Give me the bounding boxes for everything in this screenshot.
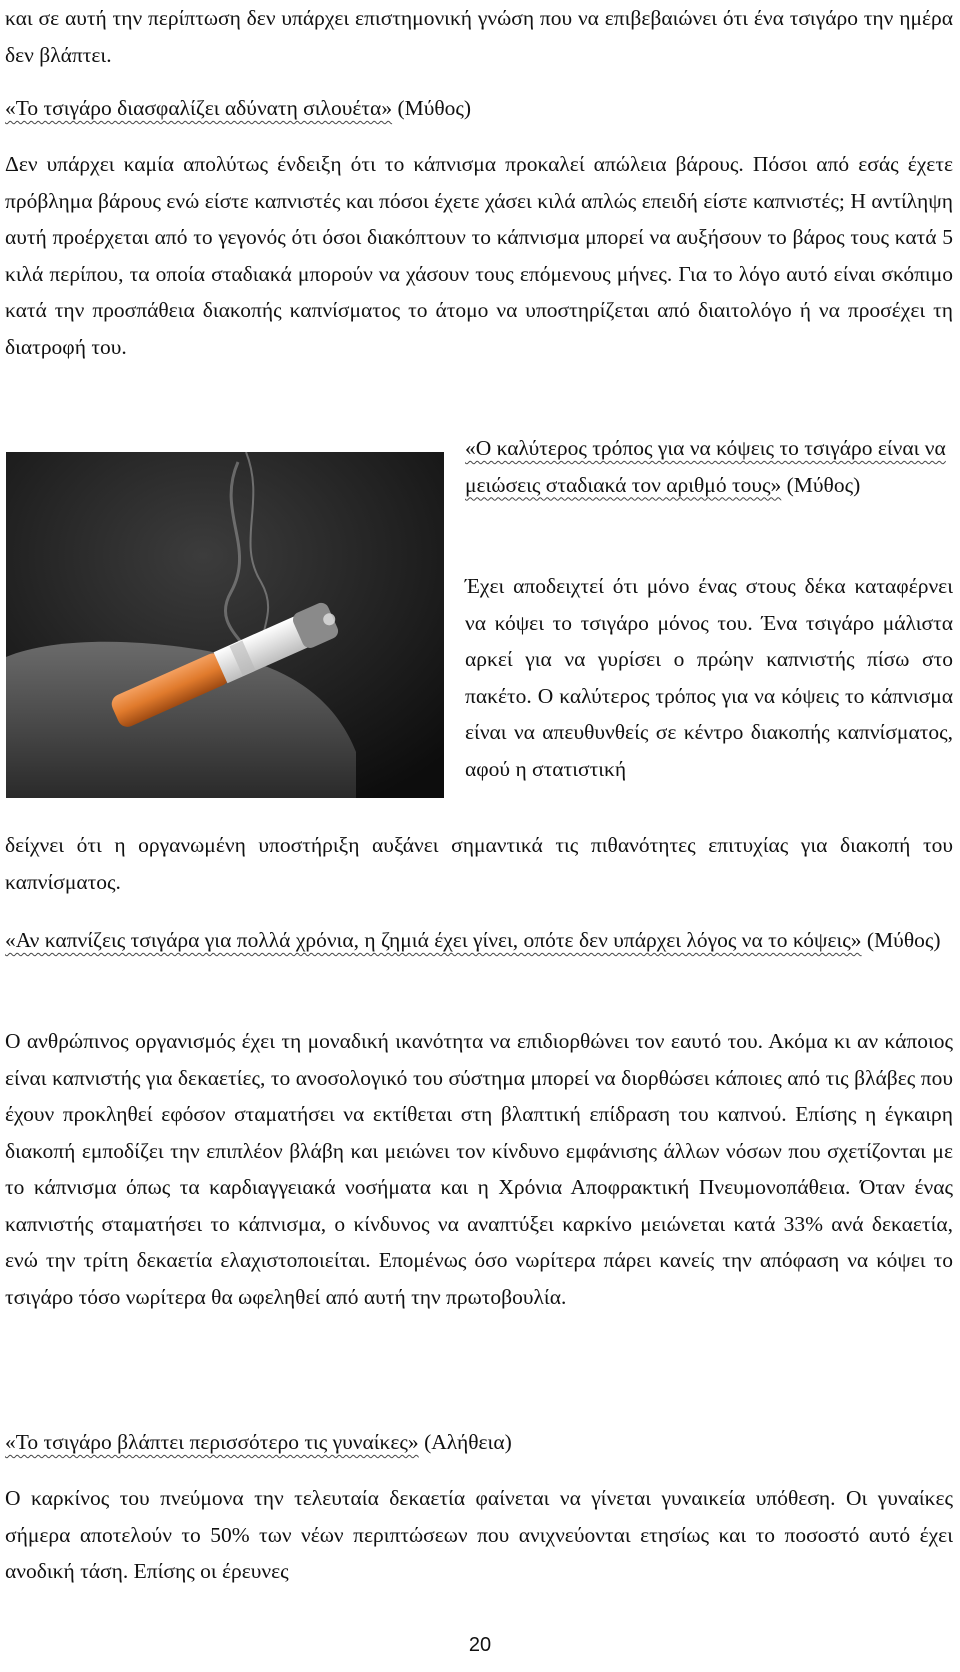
section-1-heading-text: «Το τσιγάρο διασφαλίζει αδύνατη σιλουέτα»: [5, 96, 393, 120]
section-2-heading-tag: (Μύθος): [781, 472, 861, 497]
section-1-heading: [5, 90, 953, 127]
section-1-heading-tag: (Μύθος): [392, 96, 472, 120]
section-4-heading: [5, 1424, 953, 1461]
section-1-body: Δεν υπάρχει καμία απολύτως ένδειξη ότι το κάπνισμα προκαλεί απώλεια βάρους. Πόσοι από εσάς έχετε πρόβλημα βάρους ενώ είστε καπνιστές και πόσοι έχετε χάσει κιλά απλώς επειδή είστε καπνιστές; Η αντίληψη αυτή προέρχεται από το γεγονός ότι όσοι διακόπτουν το κάπνισμα μπορεί να αυξήσουν το βάρος τους κατά 5 κιλά περίπου, τα οποία σταδιακά μπορούν να χάσουν τους επόμενους μήνες. Για το λόγο αυτό είναι σκόπιμο κατά την προσπάθεια διακοπής καπνίσματος το άτομο να υποστηρίζεται από διαιτολόγο ή να προσέχει τη διατροφή του.: [5, 152, 953, 359]
section-2-body-full: δείχνει ότι η οργανωμένη υποστήριξη αυξάνει σημαντικά τις πιθανότητες επιτυχίας για διακοπή του καπνίσματος.: [5, 833, 953, 894]
section-3-body: Ο ανθρώπινος οργανισμός έχει τη μοναδική ικανότητα να επιδιορθώνει τον εαυτό του. Ακόμα κι αν κάποιος είναι καπνιστής για δεκαετίες, το ανοσολογικό του σύστημα μπορεί να διορθώσει κάποιες από τις βλάβες που έχουν προκληθεί εφόσον σταματήσει να εκτίθεται στη βλαπτική επίδραση του καπνού. Επίσης η έγκαιρη διακοπή εμποδίζει την επιπλέον βλάβη και μειώνει τον κίνδυνο εμφάνισης άλλων νόσων που σχετίζονται με το κάπνισμα όπως τα καρδιαγγειακά νοσήματα και η Χρόνια Αποφρακτική Πνευμονοπάθεια. Όταν ένας καπνιστής σταματήσει το κάπνισμα, ο κίνδυνος να αναπτύξει καρκίνο μειώνεται κατά 33% ανά δεκαετία, ενώ την τρίτη δεκαετία ελαχιστοποιείται. Επομένως όσο νωρίτερα πάρει κανείς την απόφαση να κόψει το τσιγάρο τόσο νωρίτερα θα ωφεληθεί από αυτή την πρωτοβουλία.: [5, 1029, 953, 1309]
section-2-heading: [465, 430, 953, 503]
section-2-heading-text: «Ο καλύτερος τρόπος για να κόψεις το τσιγάρο είναι να μειώσεις σταδιακά τον αριθμό τους»: [465, 436, 946, 497]
page-number: 20: [468, 1634, 492, 1656]
section-4-heading-tag: (Αλήθεια): [418, 1430, 512, 1454]
section-4-heading-text: «Το τσιγάρο βλάπτει περισσότερο τις γυναίκες»: [5, 1430, 419, 1454]
section-2-body-side: Έχει αποδειχτεί ότι μόνο ένας στους δέκα καταφέρνει να κόψει το τσιγάρο μόνος του. Ένα τσιγάρο μάλιστα αρκεί για να γυρίσει ο πρώην καπνιστής πίσω στο πακέτο. Ο καλύτερος τρόπος για να κόψεις το κάπνισμα είναι να απευθυνθείς σε κέντρο διακοπής καπνίσματος, αφού η στατιστική: [465, 574, 953, 781]
section-3-heading-tag: (Μύθος): [861, 928, 941, 952]
section-3-heading-text: «Αν καπνίζεις τσιγάρα για πολλά χρόνια, η ζημιά έχει γίνει, οπότε δεν υπάρχει λόγος να το κόψεις»: [5, 928, 862, 952]
section-4-body: Ο καρκίνος του πνεύμονα την τελευταία δεκαετία φαίνεται να γίνεται γυναικεία υπόθεση. Οι γυναίκες σήμερα αποτελούν το 50% των νέων περιπτώσεων που ανιχνεύονται ετησίως και το ποσοστό αυτό έχει ανοδική τάση. Επίσης οι έρευνες: [5, 1486, 953, 1583]
cigarette-photo: [6, 452, 444, 798]
cigarette-illustration: [6, 452, 444, 798]
intro-paragraph: και σε αυτή την περίπτωση δεν υπάρχει επιστημονική γνώση που να επιβεβαιώνει ότι ένα τσιγάρο την ημέρα δεν βλάπτει.: [5, 6, 953, 67]
section-3-heading: [5, 922, 953, 959]
